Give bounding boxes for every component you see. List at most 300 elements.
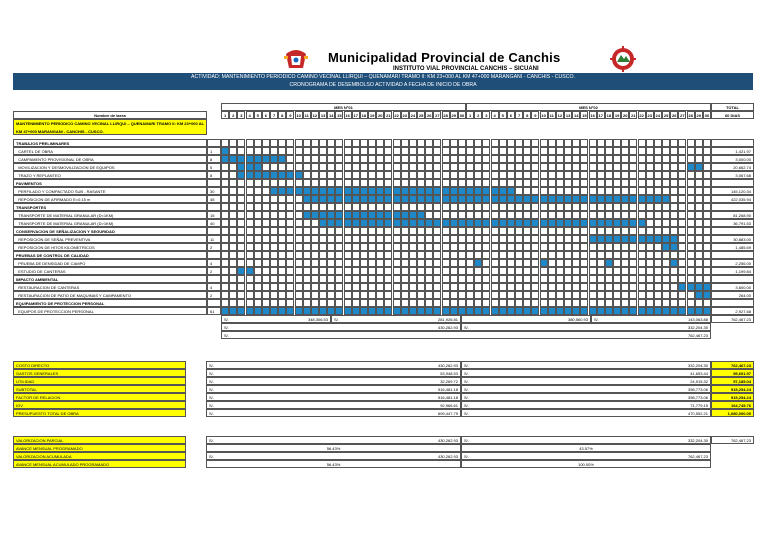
day-number: 30 bbox=[459, 113, 465, 118]
day-cell bbox=[286, 211, 294, 219]
summary-total: 915,254.24 bbox=[711, 385, 754, 393]
day-cell bbox=[507, 267, 515, 275]
gantt-bar-cell bbox=[393, 307, 401, 315]
day-cell bbox=[393, 227, 401, 235]
day-cell bbox=[629, 227, 637, 235]
day-cell bbox=[597, 203, 605, 211]
day-cell bbox=[221, 179, 229, 187]
gantt-bar-cell bbox=[548, 307, 556, 315]
day-cell bbox=[662, 227, 670, 235]
day-cell bbox=[540, 235, 548, 243]
day-cell bbox=[221, 219, 229, 227]
currency: S/. bbox=[221, 331, 711, 339]
day-cell bbox=[564, 203, 572, 211]
day-cell bbox=[466, 291, 474, 299]
day-cell bbox=[368, 227, 376, 235]
currency: S/. bbox=[461, 393, 711, 401]
gantt-bar-cell bbox=[670, 259, 678, 267]
currency: S/. bbox=[206, 385, 461, 393]
task-duration bbox=[207, 299, 221, 307]
gantt-bar-cell bbox=[254, 155, 262, 163]
day-cell bbox=[221, 259, 229, 267]
gantt-bar-cell bbox=[246, 267, 254, 275]
gantt-bar-cell bbox=[384, 307, 392, 315]
gantt-bar-cell bbox=[646, 307, 654, 315]
gantt-bar-cell bbox=[344, 307, 352, 315]
day-cell bbox=[613, 203, 621, 211]
day-cell bbox=[246, 259, 254, 267]
summary-label: COSTO DIRECTO bbox=[13, 361, 186, 369]
task-row bbox=[13, 163, 754, 171]
day-cell bbox=[254, 211, 262, 219]
gantt-bar-cell bbox=[352, 195, 360, 203]
day-cell bbox=[327, 179, 335, 187]
day-cell bbox=[695, 155, 703, 163]
day-cell bbox=[572, 275, 580, 283]
gantt-bar-cell bbox=[262, 171, 270, 179]
task-name: RESTAURACION DE PATIO DE MAQUINAS Y CAMPAMENTO bbox=[13, 291, 207, 299]
valuation-month2: 100.00% bbox=[461, 460, 711, 468]
day-cell bbox=[638, 251, 646, 259]
day-cell bbox=[580, 179, 588, 187]
day-cell bbox=[425, 243, 433, 251]
day-cell bbox=[458, 139, 466, 147]
day-cell bbox=[344, 179, 352, 187]
day-cell bbox=[654, 203, 662, 211]
day-cell bbox=[425, 171, 433, 179]
gantt-bar-cell bbox=[442, 187, 450, 195]
day-cell bbox=[335, 163, 343, 171]
day-cell bbox=[515, 147, 523, 155]
day-cell bbox=[229, 299, 237, 307]
month2-header: MES N°02 bbox=[466, 103, 711, 111]
day-cell bbox=[548, 171, 556, 179]
day-cell bbox=[687, 155, 695, 163]
day-cell bbox=[678, 299, 686, 307]
gantt-bar-cell bbox=[295, 171, 303, 179]
day-cell bbox=[319, 291, 327, 299]
task-total: 2,927.68 bbox=[711, 307, 754, 315]
day-cell bbox=[638, 171, 646, 179]
gantt-bar-cell bbox=[319, 219, 327, 227]
day-cell bbox=[564, 139, 572, 147]
total-header: TOTAL bbox=[711, 103, 754, 111]
day-cell bbox=[425, 163, 433, 171]
day-cell bbox=[246, 195, 254, 203]
day-cell bbox=[572, 291, 580, 299]
day-cell bbox=[670, 187, 678, 195]
day-cell bbox=[417, 139, 425, 147]
day-cell bbox=[621, 243, 629, 251]
summary-label: PRESUPUESTO TOTAL DE OBRA bbox=[13, 409, 186, 417]
day-cell bbox=[442, 227, 450, 235]
gantt-bar-cell bbox=[458, 307, 466, 315]
gantt-bar-cell bbox=[564, 307, 572, 315]
day-cell bbox=[344, 203, 352, 211]
day-cell bbox=[678, 243, 686, 251]
day-cell bbox=[376, 139, 384, 147]
day-cell bbox=[597, 299, 605, 307]
day-cell bbox=[629, 147, 637, 155]
day-number: 23 bbox=[402, 113, 407, 118]
gantt-bar-cell bbox=[678, 283, 686, 291]
gantt-bar-cell bbox=[344, 195, 352, 203]
gantt-bar-cell bbox=[654, 307, 662, 315]
day-cell bbox=[474, 291, 482, 299]
gantt-bar-cell bbox=[303, 211, 311, 219]
day-cell bbox=[376, 267, 384, 275]
summary-month1: 92,966.61 bbox=[206, 401, 461, 409]
day-cell bbox=[303, 267, 311, 275]
day-cell bbox=[548, 275, 556, 283]
day-cell bbox=[319, 283, 327, 291]
day-cell bbox=[286, 259, 294, 267]
day-cell bbox=[237, 235, 245, 243]
day-cell bbox=[221, 195, 229, 203]
day-cell bbox=[409, 283, 417, 291]
day-cell bbox=[629, 291, 637, 299]
day-cell bbox=[303, 219, 311, 227]
day-cell bbox=[638, 187, 646, 195]
day-cell bbox=[629, 139, 637, 147]
day-cell bbox=[278, 139, 286, 147]
currency: S/. bbox=[461, 452, 711, 460]
day-cell bbox=[491, 259, 499, 267]
day-cell bbox=[368, 155, 376, 163]
day-cell bbox=[662, 275, 670, 283]
day-cell bbox=[409, 163, 417, 171]
day-cell bbox=[580, 251, 588, 259]
day-cell bbox=[670, 211, 678, 219]
day-cell bbox=[344, 139, 352, 147]
day-number: 22 bbox=[639, 113, 644, 118]
day-number: 6 bbox=[507, 111, 515, 119]
day-cell bbox=[662, 291, 670, 299]
gantt-bar-cell bbox=[442, 195, 450, 203]
day-number: 16 bbox=[590, 113, 595, 118]
day-cell bbox=[540, 283, 548, 291]
day-cell bbox=[442, 251, 450, 259]
gantt-bar-cell bbox=[531, 195, 539, 203]
day-cell bbox=[295, 267, 303, 275]
day-cell bbox=[499, 155, 507, 163]
day-cell bbox=[687, 275, 695, 283]
task-name: REPOSICION DE AFIRMADO E=0.15 m bbox=[13, 195, 207, 203]
day-cell bbox=[556, 203, 564, 211]
section-row bbox=[13, 275, 754, 283]
day-cell bbox=[507, 139, 515, 147]
day-cell bbox=[360, 291, 368, 299]
gantt-bar-cell bbox=[278, 171, 286, 179]
day-cell bbox=[368, 299, 376, 307]
gantt-bar-cell bbox=[687, 307, 695, 315]
day-cell bbox=[621, 187, 629, 195]
gantt-bar-cell bbox=[662, 235, 670, 243]
day-cell bbox=[548, 187, 556, 195]
day-cell bbox=[662, 171, 670, 179]
gantt-bar-cell bbox=[229, 155, 237, 163]
day-cell bbox=[613, 227, 621, 235]
currency: S/. bbox=[206, 361, 461, 369]
task-name: TRANSPORTES bbox=[13, 203, 207, 211]
day-cell bbox=[507, 179, 515, 187]
summary-month2: 398,773.06 bbox=[461, 393, 711, 401]
section-row bbox=[13, 203, 754, 211]
day-cell bbox=[344, 227, 352, 235]
day-cell bbox=[540, 155, 548, 163]
day-cell bbox=[605, 179, 613, 187]
day-cell bbox=[262, 235, 270, 243]
day-cell bbox=[589, 227, 597, 235]
day-cell bbox=[229, 163, 237, 171]
day-cell bbox=[311, 171, 319, 179]
day-number: 19 bbox=[614, 113, 620, 118]
day-cell bbox=[548, 147, 556, 155]
day-cell bbox=[670, 299, 678, 307]
day-cell bbox=[629, 179, 637, 187]
day-cell bbox=[221, 251, 229, 259]
day-cell bbox=[409, 291, 417, 299]
day-number: 30 bbox=[704, 113, 710, 118]
day-cell bbox=[433, 235, 441, 243]
day-cell bbox=[531, 187, 539, 195]
gantt-bar-cell bbox=[695, 307, 703, 315]
day-cell bbox=[670, 203, 678, 211]
day-cell bbox=[327, 283, 335, 291]
gantt-bar-cell bbox=[646, 235, 654, 243]
day-cell bbox=[670, 251, 678, 259]
day-cell bbox=[376, 243, 384, 251]
task-total bbox=[711, 299, 754, 307]
day-cell bbox=[393, 251, 401, 259]
day-cell bbox=[425, 267, 433, 275]
gantt-bar-cell bbox=[540, 219, 548, 227]
gantt-bar-cell bbox=[597, 219, 605, 227]
day-cell bbox=[491, 299, 499, 307]
day-cell bbox=[646, 155, 654, 163]
day-cell bbox=[458, 299, 466, 307]
day-cell bbox=[262, 251, 270, 259]
day-cell bbox=[564, 235, 572, 243]
day-cell bbox=[703, 275, 711, 283]
summary-label: UTILIDAD bbox=[13, 377, 186, 385]
day-cell bbox=[499, 211, 507, 219]
day-cell bbox=[703, 139, 711, 147]
day-cell bbox=[687, 211, 695, 219]
day-cell bbox=[229, 275, 237, 283]
day-cell bbox=[393, 203, 401, 211]
day-cell bbox=[703, 163, 711, 171]
day-cell bbox=[523, 251, 531, 259]
day-cell bbox=[286, 275, 294, 283]
gantt-bar-cell bbox=[613, 219, 621, 227]
day-cell bbox=[589, 267, 597, 275]
day-cell bbox=[311, 275, 319, 283]
task-row bbox=[13, 283, 754, 291]
day-cell bbox=[417, 179, 425, 187]
day-cell bbox=[605, 139, 613, 147]
day-cell bbox=[540, 163, 548, 171]
currency: S/. bbox=[461, 361, 711, 369]
day-cell bbox=[352, 299, 360, 307]
day-cell bbox=[499, 259, 507, 267]
day-cell bbox=[499, 203, 507, 211]
day-cell bbox=[295, 163, 303, 171]
gantt-bar-cell bbox=[417, 187, 425, 195]
gantt-bar-cell bbox=[278, 155, 286, 163]
day-cell bbox=[335, 291, 343, 299]
day-cell bbox=[221, 227, 229, 235]
day-cell bbox=[360, 227, 368, 235]
day-cell bbox=[670, 291, 678, 299]
day-cell bbox=[629, 243, 637, 251]
day-cell bbox=[540, 147, 548, 155]
task-total: 30,883.00 bbox=[711, 235, 754, 243]
day-cell bbox=[703, 243, 711, 251]
day-cell bbox=[687, 291, 695, 299]
day-cell bbox=[384, 203, 392, 211]
day-cell bbox=[384, 259, 392, 267]
day-cell bbox=[466, 283, 474, 291]
section-row bbox=[13, 227, 754, 235]
day-cell bbox=[295, 299, 303, 307]
currency: S/. bbox=[461, 377, 711, 385]
gantt-bar-cell bbox=[638, 235, 646, 243]
day-number: 27 bbox=[680, 113, 685, 118]
day-cell bbox=[311, 139, 319, 147]
gantt-bar-cell bbox=[237, 155, 245, 163]
day-cell bbox=[352, 171, 360, 179]
day-cell bbox=[360, 203, 368, 211]
gantt-bar-cell bbox=[425, 219, 433, 227]
day-cell bbox=[662, 259, 670, 267]
day-cell bbox=[580, 203, 588, 211]
day-cell bbox=[499, 179, 507, 187]
day-number: 2 bbox=[229, 111, 237, 119]
day-cell bbox=[458, 179, 466, 187]
day-cell bbox=[246, 243, 254, 251]
day-cell bbox=[548, 227, 556, 235]
gantt-bar-cell bbox=[237, 307, 245, 315]
day-cell bbox=[327, 299, 335, 307]
day-cell bbox=[638, 179, 646, 187]
task-total: 3,600.00 bbox=[711, 283, 754, 291]
task-duration: 8 bbox=[207, 155, 221, 163]
day-cell bbox=[254, 139, 262, 147]
day-cell bbox=[703, 259, 711, 267]
day-cell bbox=[629, 171, 637, 179]
day-cell bbox=[229, 235, 237, 243]
day-cell bbox=[523, 163, 531, 171]
day-number: 29 bbox=[451, 113, 456, 118]
gantt-bar-cell bbox=[654, 235, 662, 243]
day-cell bbox=[270, 219, 278, 227]
day-cell bbox=[605, 211, 613, 219]
gantt-bar-cell bbox=[327, 219, 335, 227]
day-cell bbox=[344, 235, 352, 243]
day-cell bbox=[286, 243, 294, 251]
gantt-bar-cell bbox=[442, 307, 450, 315]
day-cell bbox=[221, 299, 229, 307]
day-cell bbox=[376, 179, 384, 187]
summary-total: 1,080,000.00 bbox=[711, 409, 754, 417]
gantt-bar-cell bbox=[580, 195, 588, 203]
day-number: 5 bbox=[499, 111, 507, 119]
gantt-bar-cell bbox=[352, 187, 360, 195]
day-cell bbox=[572, 251, 580, 259]
day-cell bbox=[401, 139, 409, 147]
gantt-bar-cell bbox=[368, 307, 376, 315]
task-row bbox=[13, 219, 754, 227]
day-cell bbox=[638, 203, 646, 211]
day-cell bbox=[670, 139, 678, 147]
day-cell bbox=[670, 147, 678, 155]
institute-gear-logo-icon bbox=[610, 46, 636, 72]
day-cell bbox=[491, 203, 499, 211]
day-cell bbox=[613, 251, 621, 259]
gantt-bar-cell bbox=[597, 235, 605, 243]
day-cell bbox=[401, 275, 409, 283]
day-cell bbox=[450, 283, 458, 291]
day-number: 20 bbox=[623, 113, 628, 118]
day-cell bbox=[458, 203, 466, 211]
day-cell bbox=[540, 243, 548, 251]
day-cell bbox=[466, 155, 474, 163]
day-cell bbox=[254, 179, 262, 187]
task-total bbox=[711, 227, 754, 235]
day-cell bbox=[621, 203, 629, 211]
gantt-bar-cell bbox=[621, 235, 629, 243]
day-cell bbox=[654, 283, 662, 291]
day-cell bbox=[580, 243, 588, 251]
task-name: EQUIPOS DE PROTECCION PERSONAL bbox=[13, 307, 207, 315]
day-cell bbox=[246, 299, 254, 307]
day-number: 14 bbox=[329, 113, 334, 118]
gantt-bar-cell bbox=[368, 211, 376, 219]
day-number: 26 bbox=[672, 113, 677, 118]
day-cell bbox=[327, 235, 335, 243]
day-cell bbox=[295, 291, 303, 299]
gantt-bar-cell bbox=[482, 307, 490, 315]
day-cell bbox=[262, 291, 270, 299]
gantt-bar-cell bbox=[491, 219, 499, 227]
day-cell bbox=[344, 299, 352, 307]
day-cell bbox=[654, 171, 662, 179]
day-cell bbox=[393, 155, 401, 163]
day-cell bbox=[654, 187, 662, 195]
day-cell bbox=[531, 259, 539, 267]
day-cell bbox=[621, 259, 629, 267]
day-cell bbox=[442, 243, 450, 251]
day-cell bbox=[523, 211, 531, 219]
day-cell bbox=[499, 163, 507, 171]
day-number: 16 bbox=[345, 113, 350, 118]
gantt-bar-cell bbox=[515, 219, 523, 227]
days-header: 60 DIAS bbox=[711, 111, 754, 119]
gantt-bar-cell bbox=[540, 195, 548, 203]
gantt-bar-cell bbox=[360, 211, 368, 219]
day-cell bbox=[319, 227, 327, 235]
day-cell bbox=[262, 243, 270, 251]
gantt-bar-cell bbox=[393, 219, 401, 227]
day-cell bbox=[335, 235, 343, 243]
day-cell bbox=[393, 299, 401, 307]
gantt-bar-cell bbox=[548, 195, 556, 203]
subtotal-total: 762,467.23 bbox=[711, 315, 754, 323]
summary-label: SUBTOTAL bbox=[13, 385, 186, 393]
day-cell bbox=[409, 251, 417, 259]
day-cell bbox=[605, 243, 613, 251]
